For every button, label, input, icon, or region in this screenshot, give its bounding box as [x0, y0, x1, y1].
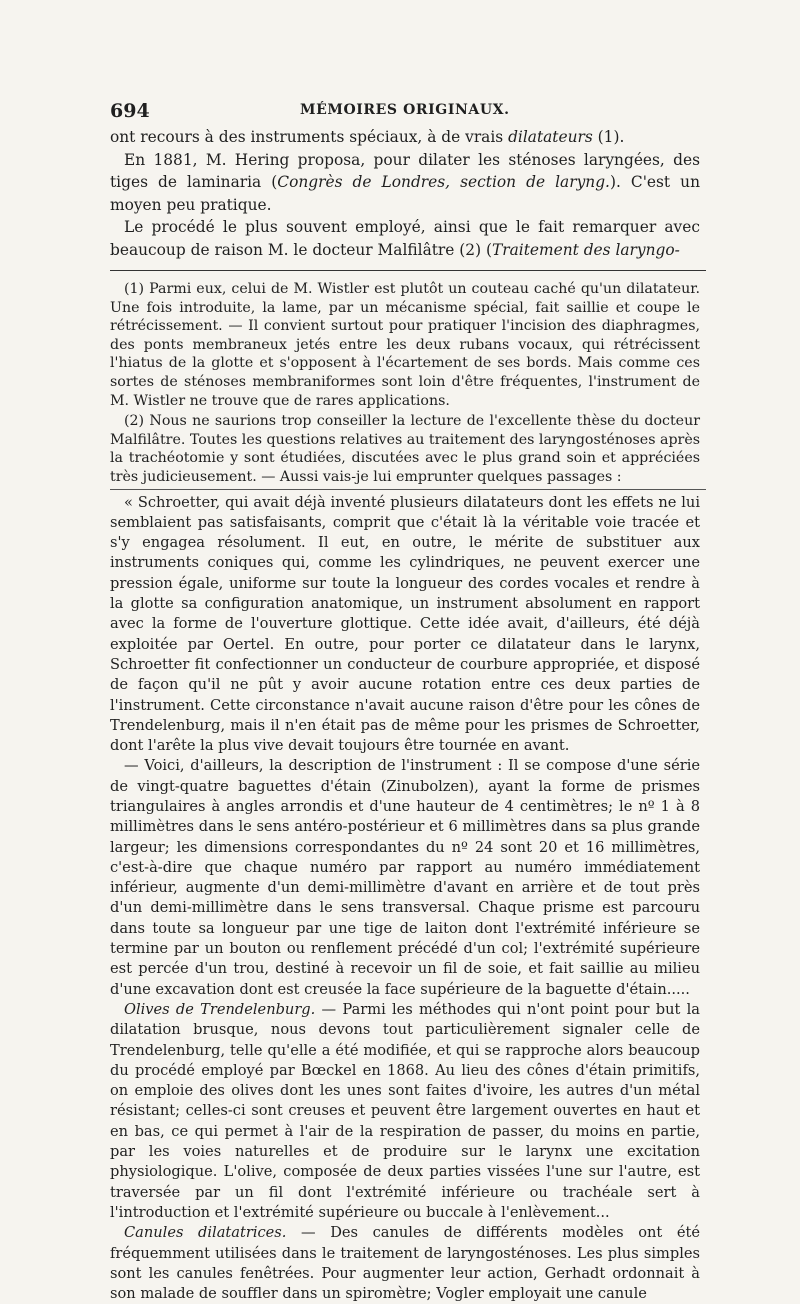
footnote-rule	[110, 270, 706, 271]
paragraph	[110, 216, 700, 261]
main-text	[110, 126, 700, 261]
quote-paragraph	[110, 1223, 700, 1304]
running-title: MÉMOIRES ORIGINAUX.	[300, 102, 510, 118]
quote-paragraph	[110, 1000, 700, 1223]
paragraph	[110, 126, 700, 149]
italic-text: dilatateurs	[508, 128, 593, 146]
italic-text: Traitement des laryngo-	[492, 240, 680, 259]
text-run: — Des canules de différents modèles ont été fréquemment utilisées dans le traitement de laryngosténoses. Les plus simples sont les canules fenêtrées. Pour augmenter leur action, Gerhadt ordonnait à son malade de souffler dans un spiromètre; Vogler employait une canule	[110, 1224, 700, 1303]
footnote-1: (1) Parmi eux, celui de M. Wistler est plutôt un couteau caché qu'un dilatateur. Une fois introduite, la lame, par un mécanisme spécial, fait saillie et coupe le rétrécissement. — Il convient surtout pour pratiquer l'incision des diaphragmes, des ponts membraneux jetés entre les deux rubans vocaux, qui rétrécissent l'hiatus de la glotte et s'opposent à l'écartement de ses bords. Mais comme ces sortes de sténoses membraniformes sont loin d'être fréquentes, l'instrument de M. Wistler ne trouve que de rares applications.	[110, 281, 700, 409]
quoted-passage	[110, 493, 700, 1304]
footnotes	[110, 280, 700, 487]
italic-heading: Olives de Trendelenburg.	[124, 1000, 316, 1018]
quote-separator	[110, 489, 706, 490]
italic-text: Congrès de Londres, section de laryng.	[277, 173, 610, 191]
text-run: ). C'est un moyen peu pratique.	[110, 173, 701, 214]
quote-paragraph: — Voici, d'ailleurs, la description de l'instrument : Il se compose d'une série de vingt-quatre baguettes d'étain (Zinubolzen), ayant la forme de prismes triangulaires à angles arrondis et d'une hauteur de 4 centimètres; le nº 1 à 8 millimètres dans le sens antéro-postérieur et 6 millimètres dans sa plus grande largeur; les dimensions correspondantes du nº 24 sont 20 et 16 millimètres, c'est-à-dire que chaque numéro par rapport au numéro immédiatement inférieur, augmente d'un demi-millimètre d'avant en arrière et de tout près d'un demi-millimètre dans le sens transversal. Chaque prisme est parcouru dans toute sa longueur par une tige de laiton dont l'extrémité inférieure se termine par un bouton ou renflement précédé d'un col; l'extrémité supérieure est percée d'un trou, destiné à recevoir un fil de soie, et fait saillie au milieu d'une excavation dont est creusée la face supérieure de la baguette d'étain.....	[110, 757, 700, 998]
book-page	[110, 96, 700, 1304]
italic-heading: Canules dilatatrices.	[124, 1224, 287, 1242]
text-run: (1).	[592, 128, 625, 146]
text-run: En 1881, M. Hering proposa, pour dilater les sténoses laryngées, des tiges de laminaria (	[110, 150, 700, 191]
page-header	[110, 96, 700, 126]
page-number: 694	[110, 100, 150, 122]
text-run: ont recours à des instruments spéciaux, à de vrais	[110, 128, 509, 146]
quote-paragraph: « Schroetter, qui avait déjà inventé plusieurs dilatateurs dont les effets ne lui semblaient pas satisfaisants, comprit que c'était là la véritable voie tracée et s'y engagea résolument. Il eut, en outre, le mérite de substituer aux instruments coniques qui, comme les cylindriques, ne peuvent exercer une pression égale, uniforme sur toute la longueur des cordes vocales et rendre à la glotte sa configuration anatomique, un instrument absolument en rapport avec la forme de l'ouverture glottique. Cette idée avait, d'ailleurs, été déjà exploitée par Oertel. En outre, pour porter ce dilatateur dans le larynx, Schroetter fit confectionner un conducteur de courbure appropriée, et disposé de façon qu'il ne pût y avoir aucune rotation entre ces deux parties de l'instrument. Cette circonstance n'avait aucune raison d'être pour les cônes de Trendelenburg, mais il n'en était pas de même pour les prismes de Schroetter, dont l'arête la plus vive devait toujours être tournée en avant.	[110, 493, 700, 755]
footnote-2: (2) Nous ne saurions trop conseiller la lecture de l'excellente thèse du docteur Malfilâtre. Toutes les questions relatives au traitement des laryngosténoses après la trachéotomie y sont étudiées, discutées avec le plus grand soin et appréciées très judicieusement. — Aussi vais-je lui emprunter quelques passages :	[110, 413, 700, 485]
paragraph	[110, 149, 700, 217]
text-run: Le procédé le plus souvent employé, ainsi que le fait remarquer avec beaucoup de raison M. le docteur Malfilâtre (2) (	[110, 218, 700, 259]
text-run: — Parmi les méthodes qui n'ont point pour but la dilatation brusque, nous devons tout particulièrement signaler celle de Trendelenburg, telle qu'elle a été modifiée, et qui se rapproche alors beaucoup du procédé employé par Bœckel en 1868. Au lieu des cônes d'étain primitifs, on emploie des olives dont les unes sont faites d'ivoire, les autres d'un métal résistant; celles-ci sont creuses et peuvent être largement ouvertes en haut et en bas, ce qui permet à l'air de la respiration de passer, du moins en partie, par les voies naturelles et de produire sur le larynx une excitation physiologique. L'olive, composée de deux parties vissées l'une sur l'autre, est traversée par un fil dont l'extrémité inférieure ou trachéale sert à l'introduction et l'extrémité supérieure ou buccale à l'enlèvement...	[110, 1000, 700, 1221]
